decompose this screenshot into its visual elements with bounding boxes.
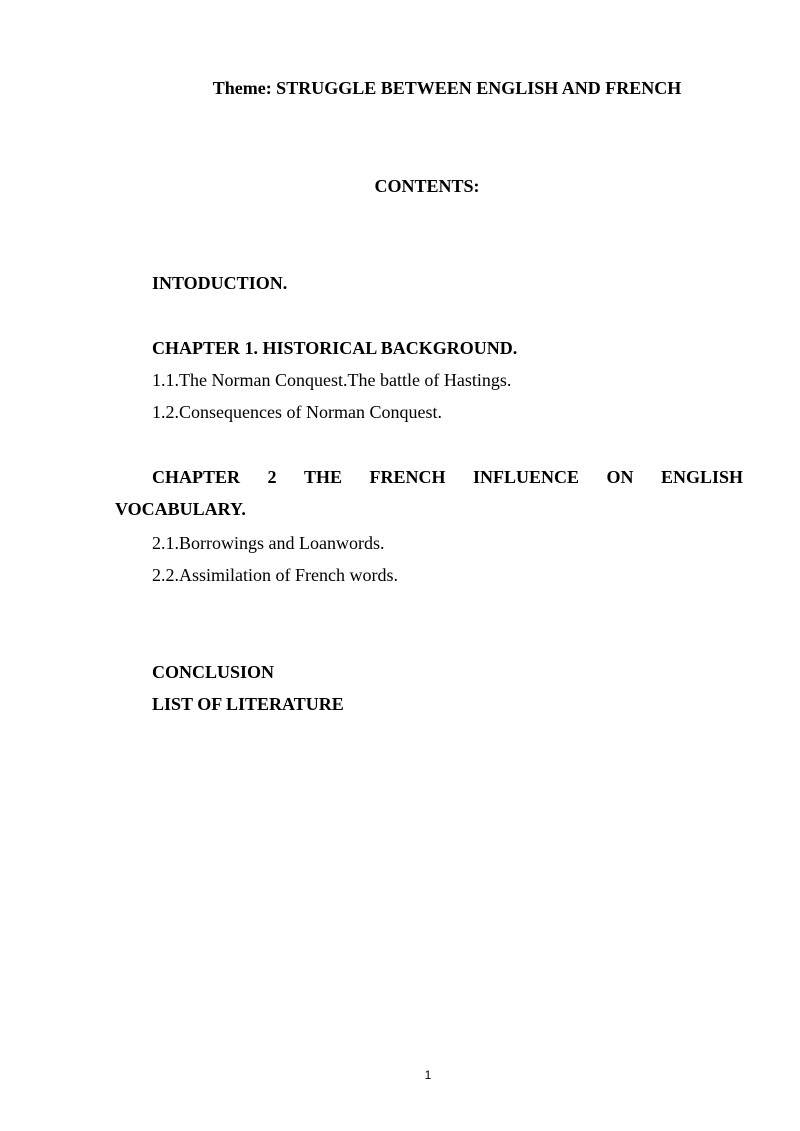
contents-heading: CONTENTS: — [374, 176, 480, 196]
chapter-2-word: ENGLISH — [660, 467, 743, 487]
document-theme: Theme: STRUGGLE BETWEEN ENGLISH AND FRENCH — [212, 78, 682, 98]
toc-section-1-1: 1.1.The Norman Conquest.The battle of Hastings. — [152, 370, 512, 390]
chapter-2-word: INFLUENCE — [472, 467, 579, 487]
chapter-2-word: 2 — [267, 467, 277, 487]
toc-list-of-literature: LIST OF LITERATURE — [152, 694, 344, 714]
chapter-2-word: CHAPTER — [152, 467, 241, 487]
toc-chapter-2-title — [152, 466, 743, 488]
toc-introduction: INTODUCTION. — [152, 273, 288, 293]
toc-chapter-1-title: CHAPTER 1. HISTORICAL BACKGROUND. — [152, 338, 518, 358]
toc-section-2-1: 2.1.Borrowings and Loanwords. — [152, 533, 385, 553]
toc-section-2-2: 2.2.Assimilation of French words. — [152, 565, 398, 585]
chapter-2-word: THE — [303, 467, 342, 487]
chapter-2-word: ON — [606, 467, 634, 487]
chapter-2-word: FRENCH — [369, 467, 446, 487]
toc-section-1-2: 1.2.Consequences of Norman Conquest. — [152, 402, 442, 422]
toc-conclusion: CONCLUSION — [152, 662, 275, 682]
toc-chapter-2-title-continuation: VOCABULARY. — [115, 499, 246, 519]
page-number: 1 — [424, 1068, 432, 1082]
